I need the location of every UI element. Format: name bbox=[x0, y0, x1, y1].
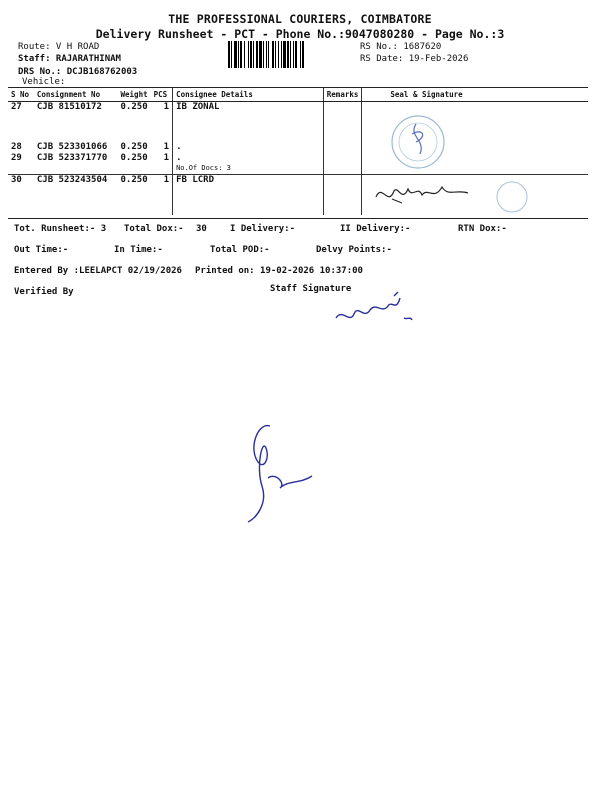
printed-on: Printed on: 19-02-2026 10:37:00 bbox=[195, 266, 363, 276]
rs-date: RS Date: 19-Feb-2026 bbox=[360, 54, 469, 64]
cell-seal bbox=[362, 175, 588, 215]
verifier-signature bbox=[228, 418, 328, 530]
cell-weight: 0.250 bbox=[120, 102, 148, 112]
cell-consignment: CJB 81510172 bbox=[36, 102, 102, 112]
staff-signature bbox=[330, 290, 420, 330]
cell-remarks bbox=[323, 102, 362, 142]
cell-consignment: CJB 523301066 bbox=[36, 141, 108, 152]
col-header-seal: Seal & Signature bbox=[362, 88, 588, 102]
cell-sno: 29 bbox=[11, 152, 22, 163]
cell-pcs: 1 bbox=[163, 152, 170, 163]
barcode-image bbox=[228, 41, 356, 68]
out-time: Out Time:- bbox=[14, 245, 69, 255]
in-time: In Time:- bbox=[114, 245, 163, 255]
entered-by: Entered By :LEELAPCT 02/19/2026 bbox=[14, 266, 182, 276]
cell-pcs: 1 bbox=[151, 175, 173, 215]
cell-weight: 0.250 bbox=[120, 152, 148, 163]
table-row bbox=[8, 175, 588, 215]
verified-by: Verified By bbox=[14, 287, 74, 297]
delvy-points: Delvy Points:- bbox=[316, 245, 392, 255]
cell-details: IB ZONAL bbox=[173, 102, 324, 142]
docs-count-note: No.Of Docs: 3 bbox=[176, 163, 231, 172]
col-header-pcs: PCS bbox=[151, 88, 173, 102]
cell-remarks bbox=[323, 153, 362, 175]
cell-sno: 30 bbox=[8, 175, 34, 215]
staff-signature-label: Staff Signature bbox=[270, 284, 352, 294]
cell-consignment: CJB 523371770 bbox=[36, 152, 108, 163]
tot-runsheet: Tot. Runsheet:- 3 bbox=[14, 224, 107, 234]
cell-remarks bbox=[323, 142, 362, 153]
cell-weight: 0.250 bbox=[120, 141, 148, 152]
seal-stamp bbox=[490, 179, 550, 215]
cell-weight: 0.250 bbox=[118, 175, 151, 215]
cell-details: FB LCRD bbox=[173, 175, 324, 215]
table-bottom-rule bbox=[8, 218, 588, 219]
cell-seal bbox=[362, 102, 588, 175]
runsheet-subtitle: Delivery Runsheet - PCT - Phone No.:9047080280 - Page No.:3 bbox=[95, 27, 505, 41]
i-delivery: I Delivery:- bbox=[230, 224, 296, 234]
cell-details bbox=[173, 153, 324, 175]
total-dox-value: 30 bbox=[196, 224, 207, 234]
cell-details: . bbox=[173, 142, 324, 153]
col-header-sno: S No bbox=[8, 88, 34, 102]
col-header-consignment: Consignment No bbox=[34, 88, 118, 102]
total-pod: Total POD:- bbox=[210, 245, 270, 255]
cell-pcs: 1 bbox=[163, 102, 170, 112]
total-dox-label: Total Dox:- bbox=[124, 224, 184, 234]
cell-sno: 28 bbox=[11, 141, 22, 152]
cell-details-text: . bbox=[176, 152, 182, 163]
col-header-remarks: Remarks bbox=[323, 88, 362, 102]
cell-sno: 27 bbox=[11, 102, 22, 112]
cell-remarks bbox=[323, 175, 362, 215]
recipient-signature bbox=[372, 177, 482, 213]
route-label: Route: V H ROAD bbox=[18, 42, 100, 52]
runsheet-table bbox=[8, 87, 588, 215]
cell-pcs: 1 bbox=[163, 141, 170, 152]
col-header-consignee: Consignee Details bbox=[173, 88, 324, 102]
col-header-weight: Weight bbox=[118, 88, 151, 102]
seal-stamp bbox=[376, 106, 466, 176]
staff-label: Staff: RAJARATHINAM bbox=[18, 54, 121, 64]
table-header-row bbox=[8, 88, 588, 102]
ii-delivery: II Delivery:- bbox=[340, 224, 411, 234]
vehicle-label: Vehicle: bbox=[22, 77, 66, 87]
rtn-dox: RTN Dox:- bbox=[458, 224, 507, 234]
rs-number: RS No.: 1687620 bbox=[360, 42, 442, 52]
drs-number: DRS No.: DCJB168762003 bbox=[18, 67, 138, 77]
company-title: THE PROFESSIONAL COURIERS, COIMBATORE bbox=[168, 12, 432, 26]
table-row bbox=[8, 102, 588, 142]
cell-consignment: CJB 523243504 bbox=[34, 175, 118, 215]
